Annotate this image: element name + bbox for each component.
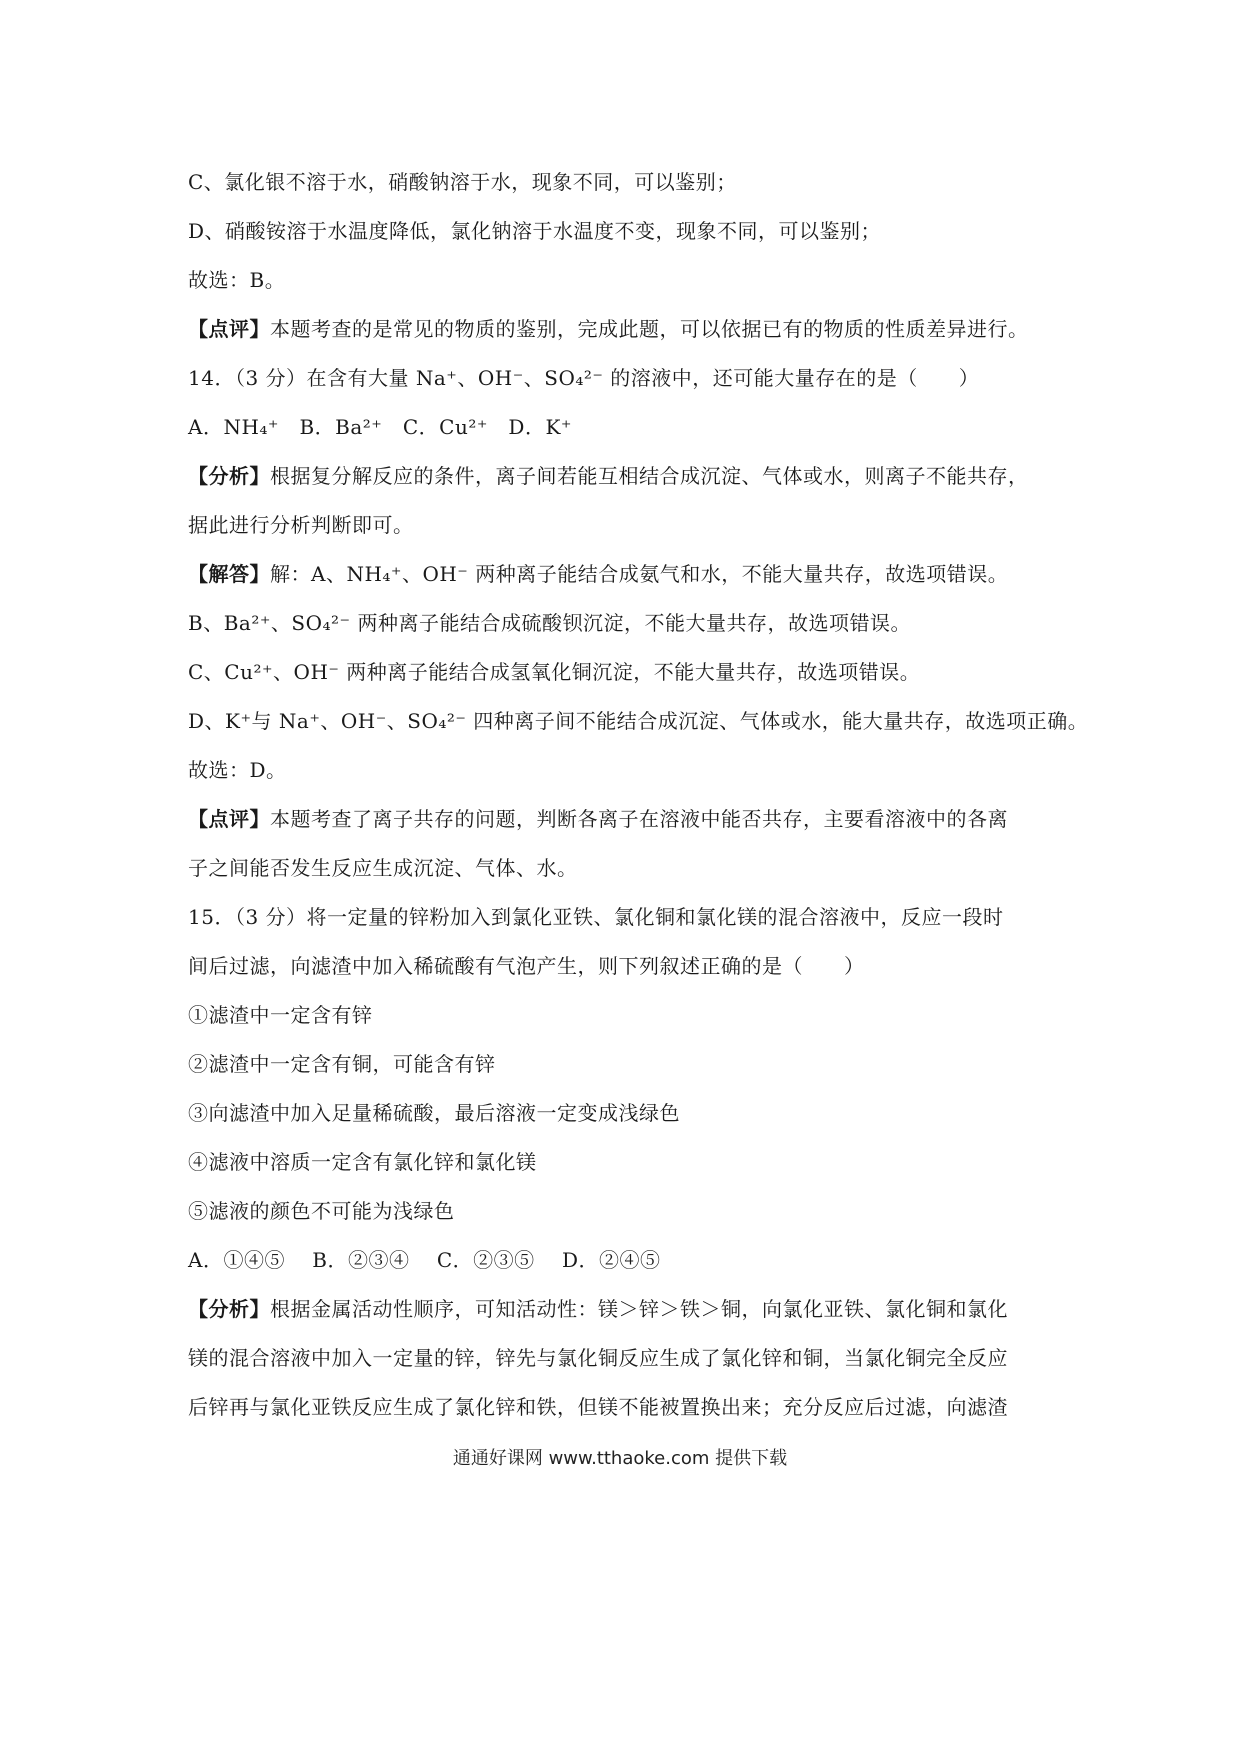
text-line: D、硝酸铵溶于水温度降低，氯化钠溶于水温度不变，现象不同，可以鉴别； <box>188 219 882 243</box>
question-14-options: A．NH₄⁺ B．Ba²⁺ C．Cu²⁺ D．K⁺ <box>188 415 572 439</box>
page-footer: 通通好课网 www.tthaoke.com 提供下载 <box>452 1448 788 1469</box>
question-15-stem: 间后过滤，向滤渣中加入稀硫酸有气泡产生，则下列叙述正确的是（ ） <box>188 954 865 978</box>
statement-item: ①滤渣中一定含有锌 <box>188 1003 373 1027</box>
comment-line: 【点评】本题考查了离子共存的问题，判断各离子在溶液中能否共存，主要看溶液中的各离 <box>188 807 1008 831</box>
comment-tag: 【点评】 <box>188 317 270 341</box>
question-15-options: A．①④⑤ B．②③④ C．②③⑤ D．②④⑤ <box>188 1248 661 1272</box>
text-line: 镁的混合溶液中加入一定量的锌，锌先与氯化铜反应生成了氯化锌和铜，当氯化铜完全反应 <box>188 1346 1008 1370</box>
text-line: C、氯化银不溶于水，硝酸钠溶于水，现象不同，可以鉴别； <box>188 170 737 194</box>
text-line: 故选：D。 <box>188 758 287 782</box>
text-line: 据此进行分析判断即可。 <box>188 513 414 537</box>
analysis-line: 【分析】根据复分解反应的条件，离子间若能互相结合成沉淀、气体或水，则离子不能共存， <box>188 464 1029 488</box>
statement-item: ③向滤渣中加入足量稀硫酸，最后溶液一定变成浅绿色 <box>188 1101 680 1125</box>
document-body <box>188 158 1089 1432</box>
comment-tag: 【点评】 <box>188 807 270 831</box>
question-15-stem: 15．（3 分）将一定量的锌粉加入到氯化亚铁、氯化铜和氯化镁的混合溶液中，反应一段时 <box>188 905 1004 929</box>
analysis-tag: 【分析】 <box>188 464 270 488</box>
answer-tag: 【解答】 <box>188 562 270 586</box>
comment-line: 【点评】本题考查的是常见的物质的鉴别，完成此题，可以依据已有的物质的性质差异进行。 <box>188 317 1029 341</box>
statement-item: ⑤滤液的颜色不可能为浅绿色 <box>188 1199 455 1223</box>
question-14-stem: 14．（3 分）在含有大量 Na⁺、OH⁻、SO₄²⁻ 的溶液中，还可能大量存在的是（ ） <box>188 366 980 390</box>
answer-line: 【解答】解：A、NH₄⁺、OH⁻ 两种离子能结合成氨气和水，不能大量共存，故选项错误。 <box>188 562 1009 586</box>
text-line: B、Ba²⁺、SO₄²⁻ 两种离子能结合成硫酸钡沉淀，不能大量共存，故选项错误。 <box>188 611 911 635</box>
analysis-tag: 【分析】 <box>188 1297 270 1321</box>
text-line: D、K⁺与 Na⁺、OH⁻、SO₄²⁻ 四种离子间不能结合成沉淀、气体或水，能大量共存，故选项正确。 <box>188 709 1089 733</box>
text-line: 子之间能否发生反应生成沉淀、气体、水。 <box>188 856 578 880</box>
text-line: 故选：B。 <box>188 268 286 292</box>
text-line: 后锌再与氯化亚铁反应生成了氯化锌和铁，但镁不能被置换出来；充分反应后过滤，向滤渣 <box>188 1395 1008 1419</box>
text-line: C、Cu²⁺、OH⁻ 两种离子能结合成氢氧化铜沉淀，不能大量共存，故选项错误。 <box>188 660 921 684</box>
statement-item: ②滤渣中一定含有铜，可能含有锌 <box>188 1052 496 1076</box>
statement-item: ④滤液中溶质一定含有氯化锌和氯化镁 <box>188 1150 537 1174</box>
analysis-line: 【分析】根据金属活动性顺序，可知活动性：镁＞锌＞铁＞铜，向氯化亚铁、氯化铜和氯化 <box>188 1297 1008 1321</box>
